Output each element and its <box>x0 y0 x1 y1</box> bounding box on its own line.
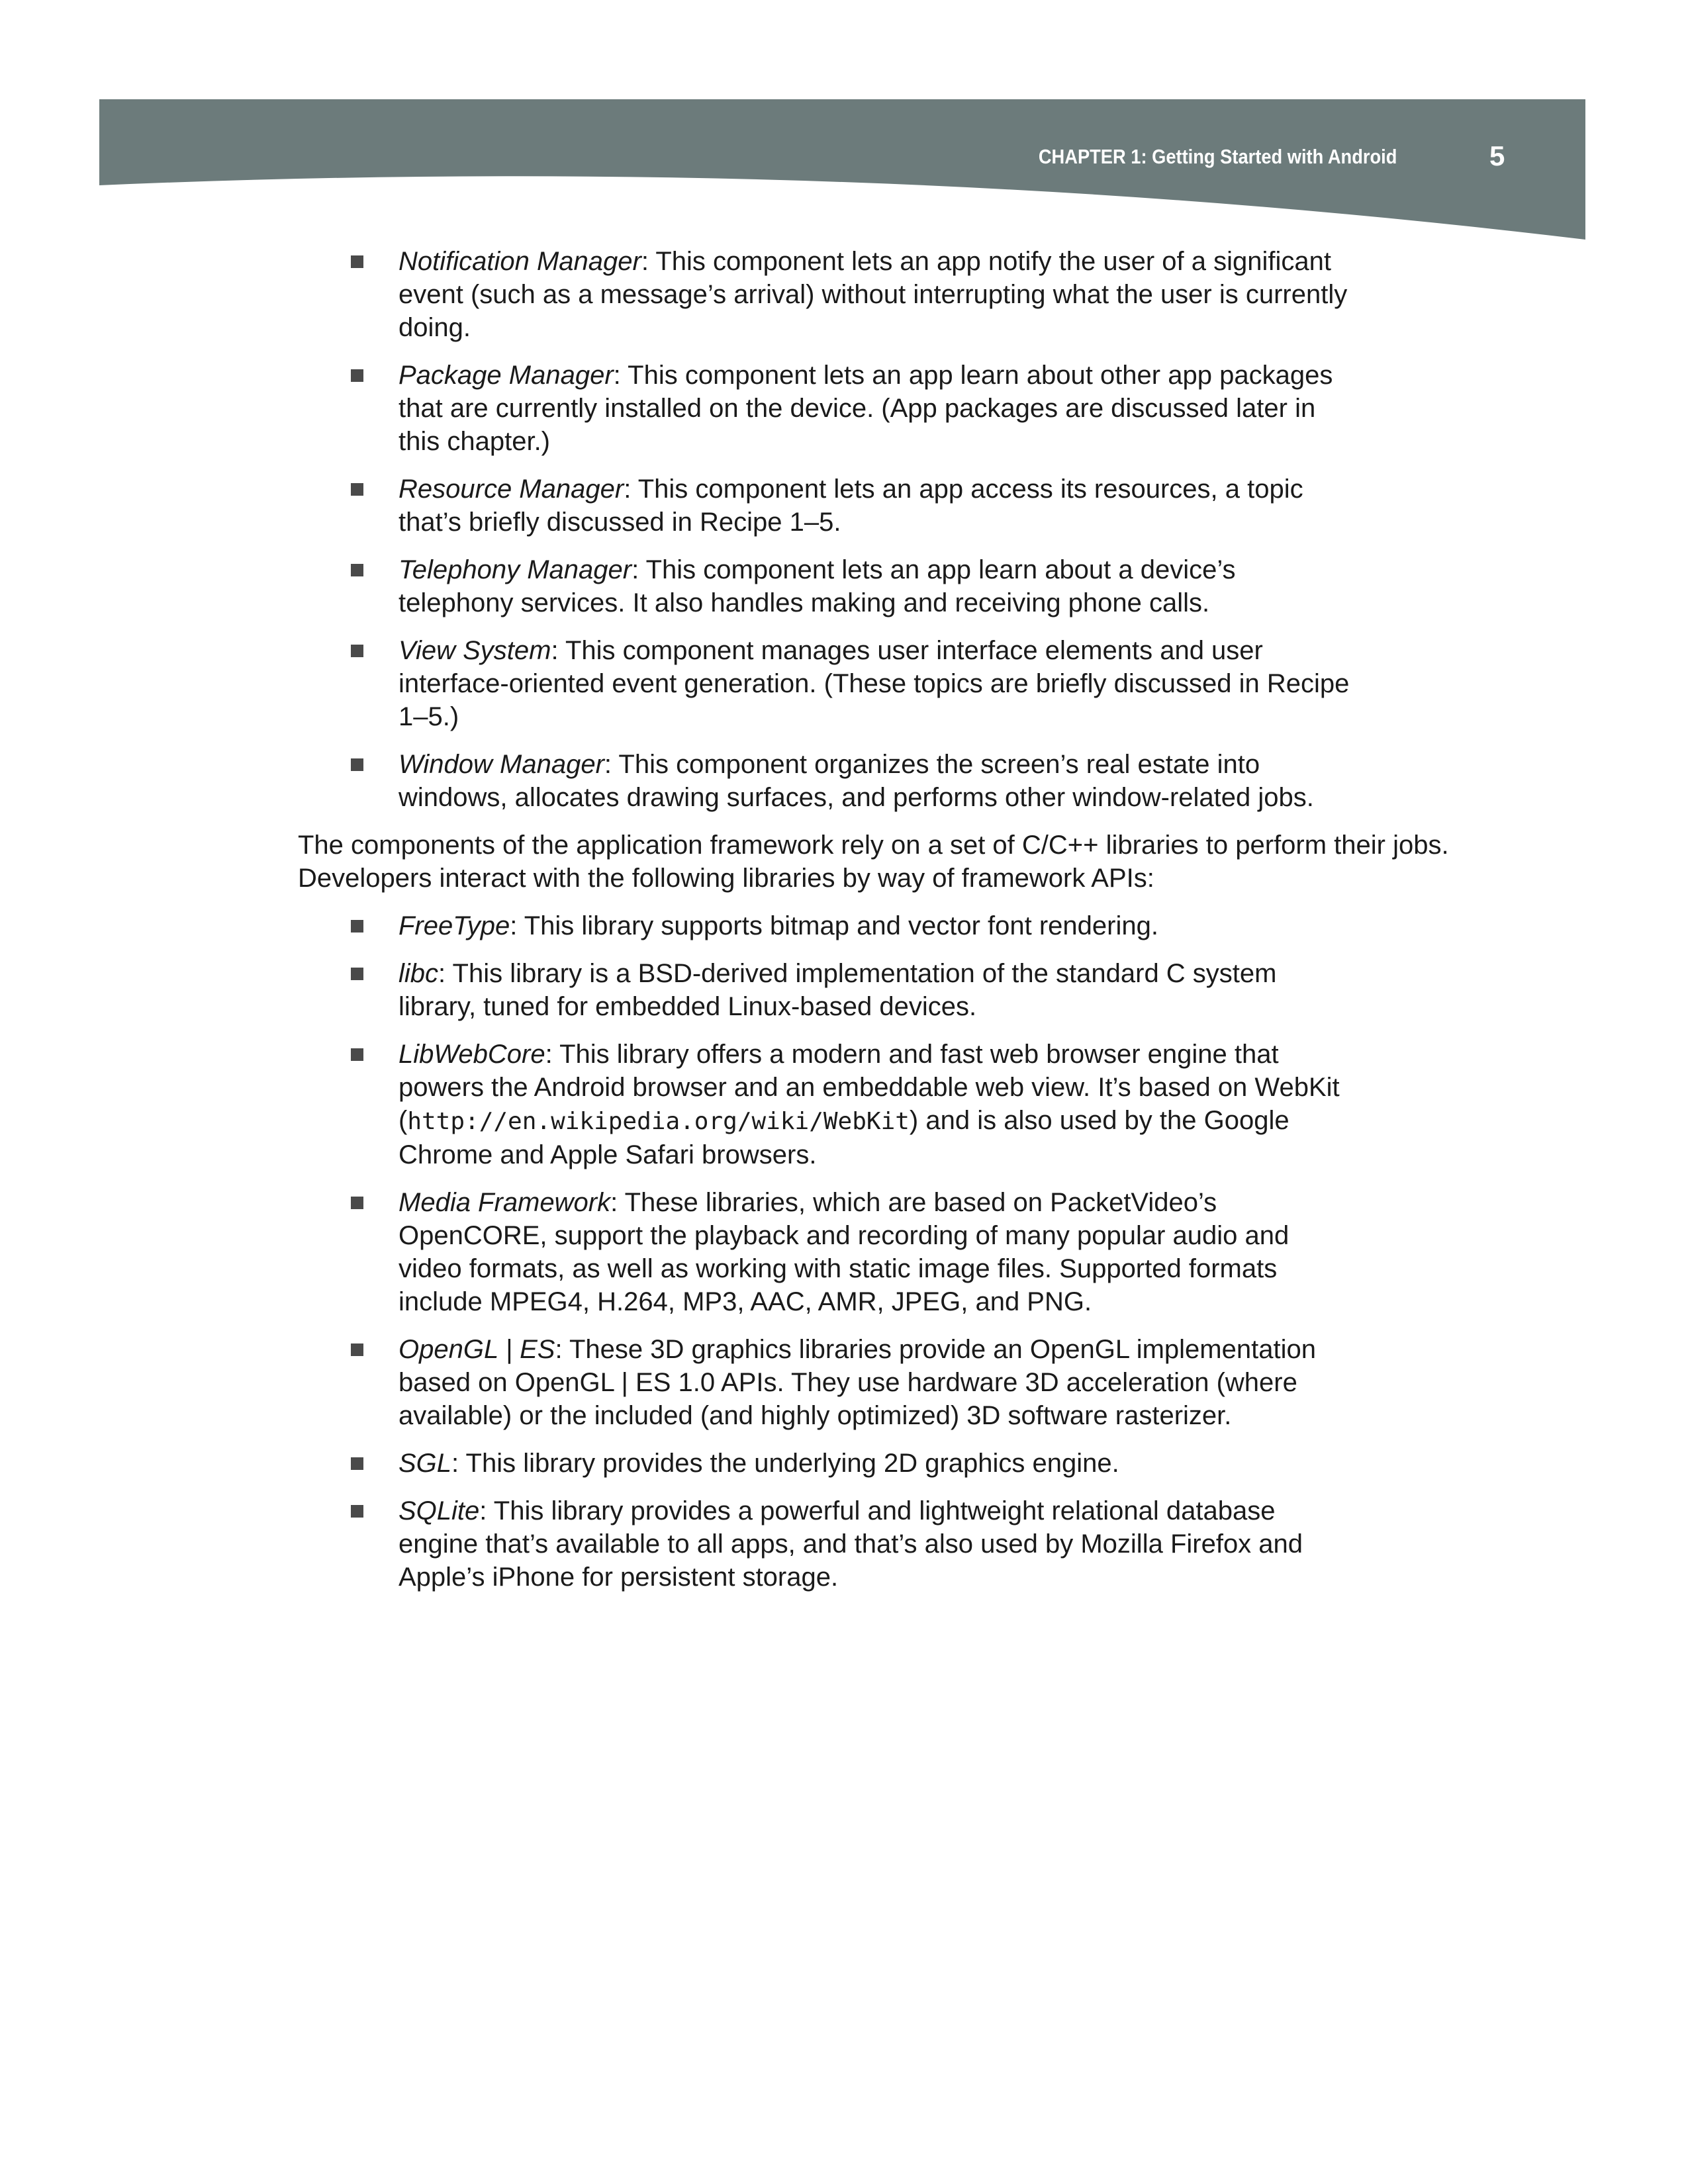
chapter-title: CHAPTER 1: Getting Started with Android <box>1038 145 1397 168</box>
square-bullet-icon <box>351 1197 363 1209</box>
list-item <box>399 1038 1352 1171</box>
square-bullet-icon <box>351 1457 363 1470</box>
list-item <box>399 1494 1352 1594</box>
list-item <box>399 1186 1352 1318</box>
item-term: LibWebCore <box>399 1040 545 1069</box>
list-item <box>399 748 1352 814</box>
item-term: Telephony Manager <box>399 555 632 584</box>
list-item <box>399 553 1352 619</box>
libraries-list <box>298 909 1463 1594</box>
item-text: : This library is a BSD-derived implementation of the standard C system library, tuned for embedded Linux-based devices. <box>399 959 1277 1021</box>
list-item <box>399 909 1352 942</box>
item-term: Media Framework <box>399 1188 611 1217</box>
list-item <box>399 473 1352 539</box>
item-text-before-url: : This library offers a modern and fast web browser engine that powers the Android browser and an embeddable web view. It’s based on WebKit ( <box>399 1040 1340 1135</box>
square-bullet-icon <box>351 1505 363 1518</box>
square-bullet-icon <box>351 758 363 771</box>
item-text: : These 3D graphics libraries provide an OpenGL implementation based on OpenGL | ES 1.0 APIs. They use hardware 3D acceleration (where available) or the included (and highly optimized) 3D software rasterizer. <box>399 1335 1316 1430</box>
item-term: SGL <box>399 1449 452 1478</box>
square-bullet-icon <box>351 920 363 933</box>
square-bullet-icon <box>351 369 363 382</box>
item-text: : This library provides a powerful and lightweight relational database engine that’s available to all apps, and that’s also used by Mozilla Firefox and Apple’s iPhone for persistent storage. <box>399 1496 1303 1592</box>
item-term: View System <box>399 636 551 665</box>
page-header <box>0 0 1688 251</box>
item-text: : This component lets an app learn about a device’s telephony services. It also handles making and receiving phone calls. <box>399 555 1236 617</box>
item-text: : This component organizes the screen’s real estate into windows, allocates drawing surfaces, and performs other window-related jobs. <box>399 750 1314 812</box>
item-term: Notification Manager <box>399 247 641 276</box>
item-term: Resource Manager <box>399 475 624 504</box>
item-text: : This component manages user interface elements and user interface-oriented event generation. (These topics are briefly discussed in Recipe 1–5.) <box>399 636 1350 731</box>
header-band-shape <box>0 0 1688 251</box>
square-bullet-icon <box>351 564 363 576</box>
list-item <box>399 634 1352 733</box>
item-term: Package Manager <box>399 361 614 390</box>
list-item <box>399 1333 1352 1432</box>
square-bullet-icon <box>351 645 363 657</box>
square-bullet-icon <box>351 483 363 496</box>
square-bullet-icon <box>351 1343 363 1356</box>
item-term: FreeType <box>399 911 510 940</box>
webkit-url-link[interactable]: http://en.wikipedia.org/wiki/WebKit <box>407 1108 910 1135</box>
square-bullet-icon <box>351 968 363 980</box>
application-framework-components-list <box>298 245 1463 814</box>
list-item <box>399 1447 1352 1480</box>
square-bullet-icon <box>351 1048 363 1061</box>
item-text: : This library provides the underlying 2D graphics engine. <box>451 1449 1119 1478</box>
item-text-after-url: ) and is also used by the Google Chrome and Apple Safari browsers. <box>399 1106 1289 1169</box>
square-bullet-icon <box>351 255 363 268</box>
item-text: : This component lets an app access its resources, a topic that’s briefly discussed in Recipe 1–5. <box>399 475 1303 537</box>
item-term: Window Manager <box>399 750 604 779</box>
page-body <box>298 245 1463 1608</box>
item-term: SQLite <box>399 1496 480 1525</box>
item-text: : These libraries, which are based on PacketVideo’s OpenCORE, support the playback and recording of many popular audio and video formats, as well as working with static image files. Supported formats include MPEG4, H.264, MP3, AAC, AMR, JPEG, and PNG. <box>399 1188 1289 1316</box>
list-item <box>399 359 1352 458</box>
item-text: : This component lets an app notify the user of a significant event (such as a message’s arrival) without interrupting what the user is currently doing. <box>399 247 1348 342</box>
list-item <box>399 245 1352 344</box>
item-term: OpenGL | ES <box>399 1335 555 1364</box>
item-term: libc <box>399 959 439 988</box>
intro-paragraph: The components of the application framework rely on a set of C/C++ libraries to perform their jobs. Developers interact with the following libraries by way of framework APIs: <box>298 831 1449 893</box>
item-text: : This component lets an app learn about other app packages that are currently installed on the device. (App packages are discussed later in this chapter.) <box>399 361 1333 456</box>
page-number: 5 <box>1489 140 1505 171</box>
list-item <box>399 957 1352 1023</box>
item-text: : This library supports bitmap and vector font rendering. <box>510 911 1158 940</box>
